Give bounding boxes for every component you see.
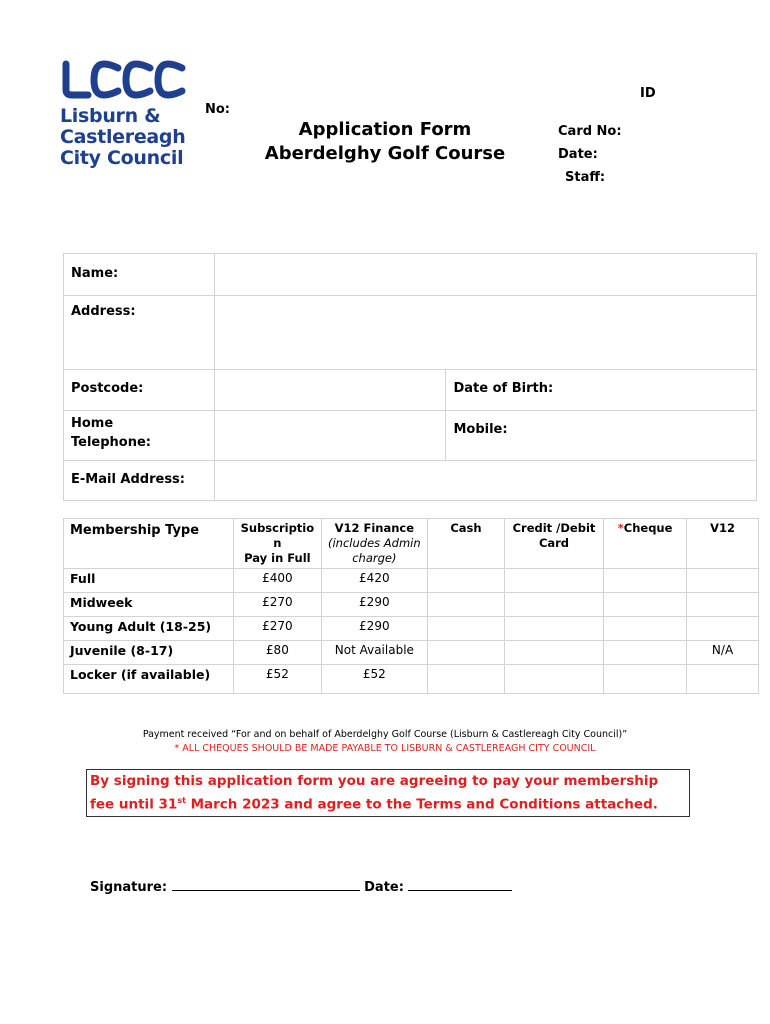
row-type: Young Adult (18-25)	[64, 617, 234, 641]
card-header	[504, 519, 603, 569]
v12-finance-note-2: charge)	[352, 551, 397, 565]
cheque-payable-notice: * ALL CHEQUES SHOULD BE MADE PAYABLE TO LISBURN & CASTLEREAGH CITY COUNCIL	[174, 743, 596, 754]
signature-row	[90, 880, 512, 895]
dob-label: Date of Birth:	[453, 381, 554, 396]
email-label: E-Mail Address:	[64, 461, 215, 501]
row-type: Locker (if available)	[64, 665, 234, 694]
row-finance: £290	[321, 593, 427, 617]
cash-header: Cash	[427, 519, 504, 569]
row-cash[interactable]	[427, 641, 504, 665]
cheque-label: Cheque	[623, 521, 673, 535]
row-cheque[interactable]	[604, 593, 687, 617]
row-subscription: £270	[234, 617, 322, 641]
subscription-header-line-1: Subscriptio	[240, 521, 315, 535]
row-subscription: £80	[234, 641, 322, 665]
page-title	[260, 118, 510, 166]
row-finance: £290	[321, 617, 427, 641]
v12-finance-header	[321, 519, 427, 569]
title-line-2: Aberdelghy Golf Course	[264, 143, 506, 164]
mobile-cell[interactable]	[446, 411, 757, 461]
row-card[interactable]	[504, 665, 603, 694]
row-cheque[interactable]	[604, 617, 687, 641]
row-type: Full	[64, 569, 234, 593]
signature-date-line[interactable]	[408, 880, 512, 891]
row-cash[interactable]	[427, 617, 504, 641]
home-telephone-label	[64, 411, 215, 461]
row-v12[interactable]	[687, 593, 759, 617]
row-cash[interactable]	[427, 569, 504, 593]
row-finance: Not Available	[321, 641, 427, 665]
row-cheque[interactable]	[604, 641, 687, 665]
row-finance: £420	[321, 569, 427, 593]
row-v12[interactable]	[687, 665, 759, 694]
subscription-header	[234, 519, 322, 569]
id-label: ID	[640, 86, 656, 101]
address-label: Address:	[64, 296, 215, 370]
membership-type-header: Membership Type	[64, 519, 234, 569]
signature-label: Signature:	[90, 880, 168, 895]
row-card[interactable]	[504, 593, 603, 617]
lccc-logo-mark	[60, 60, 192, 100]
warning-text-1: By signing this application form you are agreeing to pay your membership fee until 31	[90, 773, 659, 813]
postcode-field[interactable]	[214, 370, 446, 411]
row-card[interactable]	[504, 617, 603, 641]
cheque-asterisk: *	[617, 521, 624, 535]
subscription-header-line-2: n	[273, 536, 282, 550]
subscription-header-line-3: Pay in Full	[244, 551, 311, 565]
row-subscription: £270	[234, 593, 322, 617]
home-telephone-line-1: Home	[71, 416, 114, 431]
v12-finance-note-1: (includes Admin	[328, 536, 421, 550]
staff-label: Staff:	[565, 170, 606, 185]
v12-header: V12	[687, 519, 759, 569]
address-field[interactable]	[214, 296, 756, 370]
logo-line-3: City Council	[60, 147, 184, 169]
card-header-line-2: Card	[538, 536, 570, 550]
warning-ordinal: st	[177, 796, 186, 805]
personal-details-table	[63, 253, 757, 501]
row-card[interactable]	[504, 641, 603, 665]
row-finance: £52	[321, 665, 427, 694]
row-v12: N/A	[687, 641, 759, 665]
row-v12[interactable]	[687, 617, 759, 641]
payment-notes	[0, 728, 770, 756]
signature-line[interactable]	[172, 880, 360, 891]
dob-cell[interactable]	[446, 370, 757, 411]
card-no-label: Card No:	[558, 124, 622, 139]
row-cash[interactable]	[427, 665, 504, 694]
cheque-header	[604, 519, 687, 569]
row-cheque[interactable]	[604, 569, 687, 593]
home-telephone-line-2: Telephone:	[71, 435, 151, 450]
name-field[interactable]	[214, 254, 756, 296]
card-header-line-1: Credit /Debit	[512, 521, 596, 535]
home-telephone-field[interactable]	[214, 411, 446, 461]
office-use-box	[554, 82, 656, 189]
payment-received-text: Payment received “For and on behalf of Aberdelghy Golf Course (Lisburn & Castlereagh City Council)”	[142, 729, 628, 740]
row-card[interactable]	[504, 569, 603, 593]
postcode-label: Postcode:	[64, 370, 215, 411]
council-logo	[60, 60, 200, 169]
v12-finance-title: V12 Finance	[334, 521, 415, 535]
row-cheque[interactable]	[604, 665, 687, 694]
row-subscription: £400	[234, 569, 322, 593]
logo-line-2: Castlereagh	[60, 126, 186, 148]
name-label: Name:	[64, 254, 215, 296]
membership-agreement-warning	[86, 769, 690, 817]
row-v12[interactable]	[687, 569, 759, 593]
logo-line-1: Lisburn &	[60, 105, 161, 127]
date-label: Date:	[558, 147, 598, 162]
row-subscription: £52	[234, 665, 322, 694]
row-cash[interactable]	[427, 593, 504, 617]
email-field[interactable]	[214, 461, 756, 501]
row-type: Juvenile (8-17)	[64, 641, 234, 665]
row-type: Midweek	[64, 593, 234, 617]
application-number-label: No:	[205, 102, 231, 117]
membership-table	[63, 518, 759, 694]
warning-text-2: March 2023 and agree to the Terms and Conditions attached.	[185, 796, 658, 813]
title-line-1: Application Form	[298, 119, 472, 140]
mobile-label: Mobile:	[453, 422, 508, 437]
signature-date-label: Date:	[364, 880, 404, 895]
